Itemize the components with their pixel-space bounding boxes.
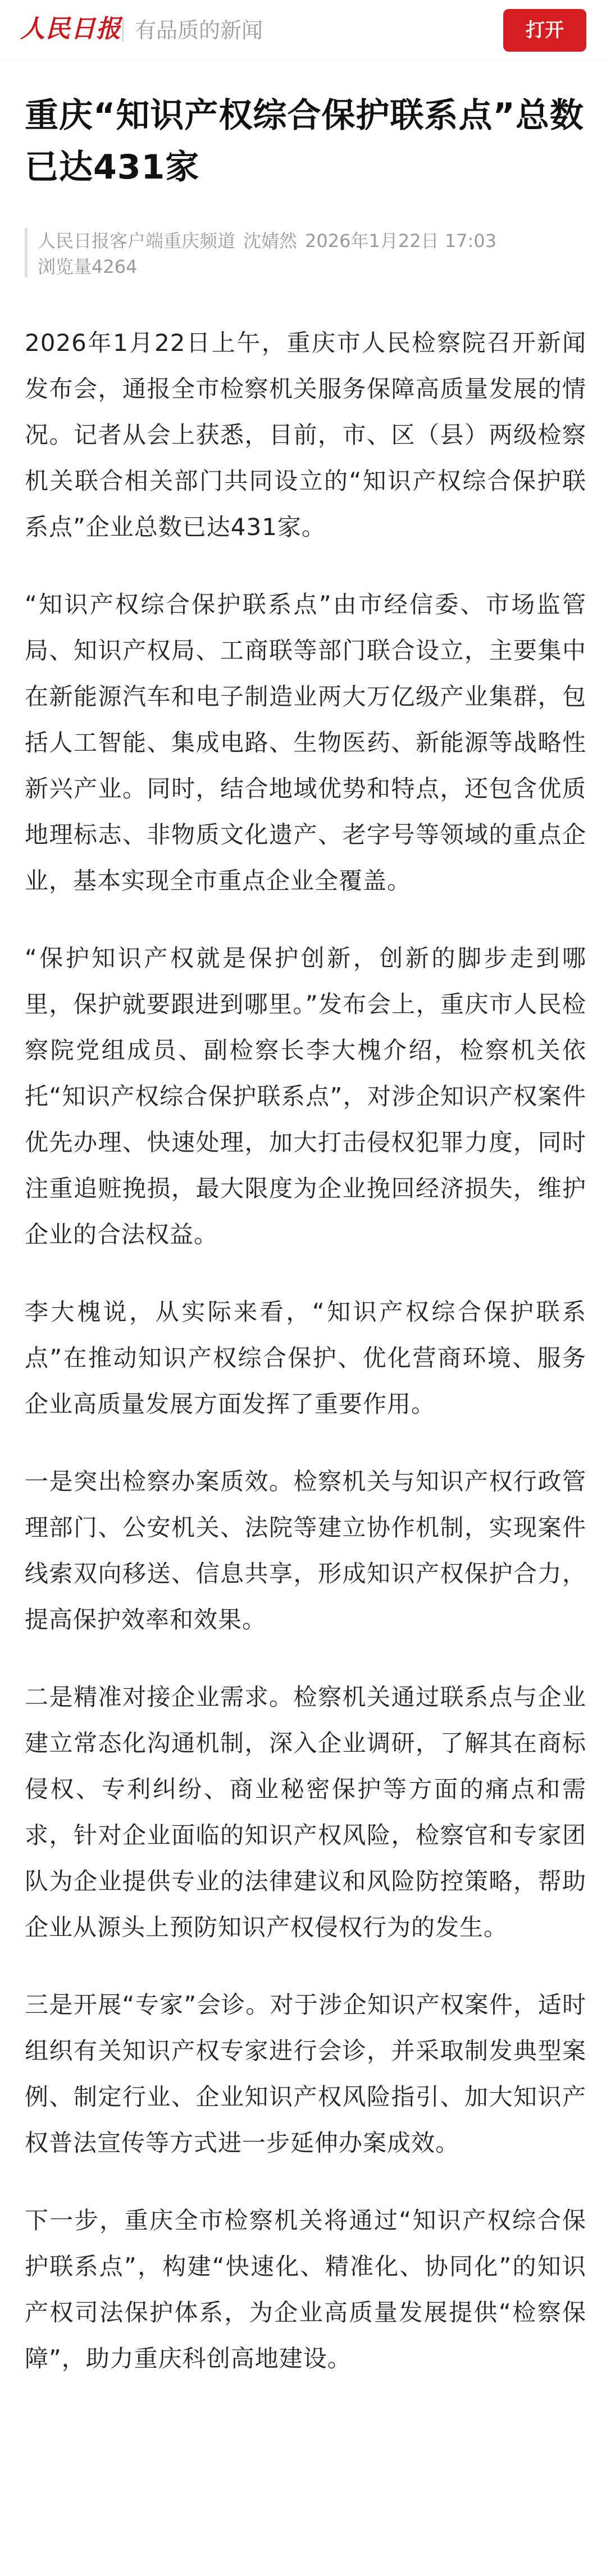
paragraph: 三是开展“专家”会诊。对于涉企知识产权案件，适时组织有关知识产权专家进行会诊，并采取制发典型案例、制定行业、企业知识产权风险指引、加大知识产权普法宣传等方式进一步延伸办案成效。 bbox=[25, 1991, 586, 2157]
meta-accent-bar bbox=[25, 228, 28, 277]
paragraph: 下一步，重庆全市检察机关将通过“知识产权综合保护联系点”，构建“快速化、精准化、协同化”的知识产权司法保护体系，为企业高质量发展提供“检察保障”，助力重庆科创高地建设。 bbox=[25, 2207, 586, 2372]
meta-source[interactable]: 人民日报客户端重庆频道 bbox=[38, 230, 236, 252]
paragraph: 2026年1月22日上午，重庆市人民检察院召开新闻发布会，通报全市检察机关服务保障高质量发展的情况。记者从会上获悉，目前，市、区（县）两级检察机关联合相关部门共同设立的“知识产权综合保护联系点”企业总数已达431家。 bbox=[25, 329, 586, 541]
paragraph: 一是突出检察办案质效。检察机关与知识产权行政管理部门、公安机关、法院等建立协作机制，实现案件线索双向移送、信息共享，形成知识产权保护合力，提高保护效率和效果。 bbox=[25, 1468, 586, 1633]
article-title: 重庆“知识产权综合保护联系点”总数已达431家 bbox=[25, 96, 584, 187]
article bbox=[25, 90, 586, 2413]
meta-author: 沈婧然 bbox=[243, 230, 298, 252]
article-body bbox=[25, 320, 586, 2382]
top-bar bbox=[0, 0, 606, 61]
meta-datetime: 2026年1月22日 17:03 bbox=[305, 230, 496, 252]
paragraph: “保护知识产权就是保护创新，创新的脚步走到哪里，保护就要跟进到哪里。”发布会上，重庆市人民检察院党组成员、副检察长李大槐介绍，检察机关依托“知识产权综合保护联系点”，对涉企知识产权案件优先办理、快速处理，加大打击侵权犯罪力度，同时注重追赃挽损，最大限度为企业挽回经济损失，维护企业的合法权益。 bbox=[25, 944, 586, 1248]
paragraph: “知识产权综合保护联系点”由市经信委、市场监管局、知识产权局、工商联等部门联合设立，主要集中在新能源汽车和电子制造业两大万亿级产业集群，包括人工智能、集成电路、生物医药、新能源等战略性新兴产业。同时，结合地域优势和特点，还包含优质地理标志、非物质文化遗产、老字号等领域的重点企业，基本实现全市重点企业全覆盖。 bbox=[25, 591, 586, 894]
article-meta bbox=[25, 228, 586, 280]
paragraph: 李大槐说，从实际来看，“知识产权综合保护联系点”在推动知识产权综合保护、优化营商环境、服务企业高质量发展方面发挥了重要作用。 bbox=[25, 1298, 586, 1418]
app-logo[interactable]: 人民日报 bbox=[20, 15, 121, 43]
meta-text bbox=[38, 228, 496, 280]
meta-views: 浏览量4264 bbox=[38, 256, 138, 277]
logo-divider bbox=[122, 19, 124, 42]
open-app-button[interactable]: 打开 bbox=[503, 9, 586, 52]
paragraph: 二是精准对接企业需求。检察机关通过联系点与企业建立常态化沟通机制，深入企业调研，了解其在商标侵权、专利纠纷、商业秘密保护等方面的痛点和需求，针对企业面临的知识产权风险，检察官和专家团队为企业提供专业的法律建议和风险防控策略，帮助企业从源头上预防知识产权侵权行为的发生。 bbox=[25, 1683, 586, 1941]
app-slogan: 有品质的新闻 bbox=[135, 18, 263, 43]
